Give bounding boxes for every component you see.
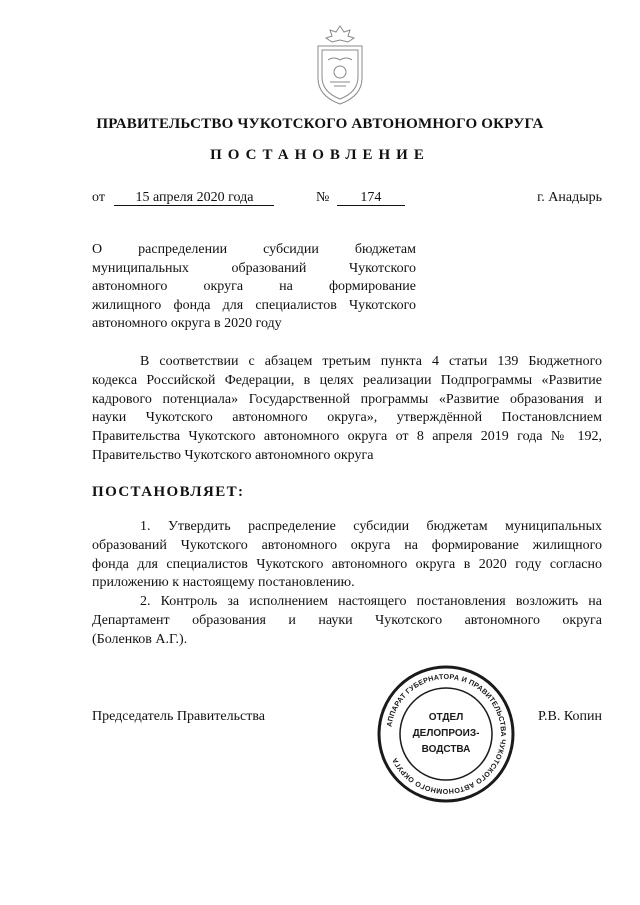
subject-line: автономного округа на формирование bbox=[92, 279, 416, 294]
decree-items bbox=[92, 518, 602, 650]
item-line: (Боленков А.Г.). bbox=[92, 631, 188, 647]
subject-line: муниципальных образований Чукотского bbox=[92, 260, 416, 276]
preamble-paragraph bbox=[92, 353, 602, 466]
item-line: Департамент образования и науки Чукотского автономного округа bbox=[92, 612, 602, 628]
office-stamp bbox=[376, 664, 516, 804]
item-line: 2. Контроль за исполнением настоящего постановления возложить на bbox=[140, 594, 602, 610]
number-field bbox=[316, 190, 405, 206]
city-name: г. Анадырь bbox=[537, 190, 602, 205]
item-line: 1. Утвердить распределение субсидии бюджетам муниципальных bbox=[140, 519, 602, 534]
item-line: приложению к настоящему постановлению. bbox=[92, 575, 355, 591]
stamp-center-line: ДЕЛОПРОИЗ- bbox=[412, 728, 480, 739]
preamble-line: Правительства Чукотского автономного округа от 8 апреля 2019 года № 192, bbox=[92, 429, 602, 445]
document-subject bbox=[92, 241, 416, 334]
date-value: 15 апреля 2020 года bbox=[114, 190, 274, 206]
preamble-line: кадрового потенциала» Государственной программы «Развитие образования и bbox=[92, 391, 602, 407]
stamp-ring-text: АППАРАТ ГУБЕРНАТОРА И ПРАВИТЕЛЬСТВА ЧУКОТСКОГО АВТОНОМНОГО ОКРУГА bbox=[384, 671, 509, 797]
decree-heading: ПОСТАНОВЛЯЕТ: bbox=[92, 484, 245, 500]
preamble-line: науки Чукотского автономного округа», утверждённой Постановлснием bbox=[92, 410, 602, 426]
document-type-heading: ПОСТАНОВЛЕНИЕ bbox=[210, 147, 430, 163]
stamp-center-line: ОТДЕЛ bbox=[428, 712, 464, 723]
item-line: фонда для специалистов Чукотского автономного округа в 2020 году согласно bbox=[92, 556, 602, 572]
number-value: 174 bbox=[337, 190, 405, 206]
preamble-line: Правительство Чукотского автономного округа bbox=[92, 447, 374, 463]
preamble-line: кодекса Российской Федерации, в целях реализации Подпрограммы «Развитие bbox=[92, 372, 602, 388]
subject-line: О распределении субсидии бюджетам bbox=[92, 242, 416, 257]
coat-of-arms-emblem bbox=[300, 20, 380, 110]
stamp-center-line: ВОДСТВА bbox=[421, 744, 471, 755]
date-label: от bbox=[92, 190, 105, 205]
subject-line: жилищного фонда для специалистов Чукотского bbox=[92, 297, 416, 313]
preamble-line: В соответствии с абзацем третьим пункта 4 статьи 139 Бюджетного bbox=[140, 354, 602, 369]
date-field bbox=[92, 190, 274, 206]
signatory-name: Р.В. Копин bbox=[538, 709, 602, 724]
signatory-position: Председатель Правительства bbox=[92, 709, 265, 724]
number-label: № bbox=[316, 190, 330, 205]
item-line: образований Чукотского автономного округа на формирование жилищного bbox=[92, 537, 602, 553]
subject-line: автономного округа в 2020 году bbox=[92, 316, 282, 331]
organization-title: ПРАВИТЕЛЬСТВО ЧУКОТСКОГО АВТОНОМНОГО ОКРУГА bbox=[96, 116, 544, 132]
